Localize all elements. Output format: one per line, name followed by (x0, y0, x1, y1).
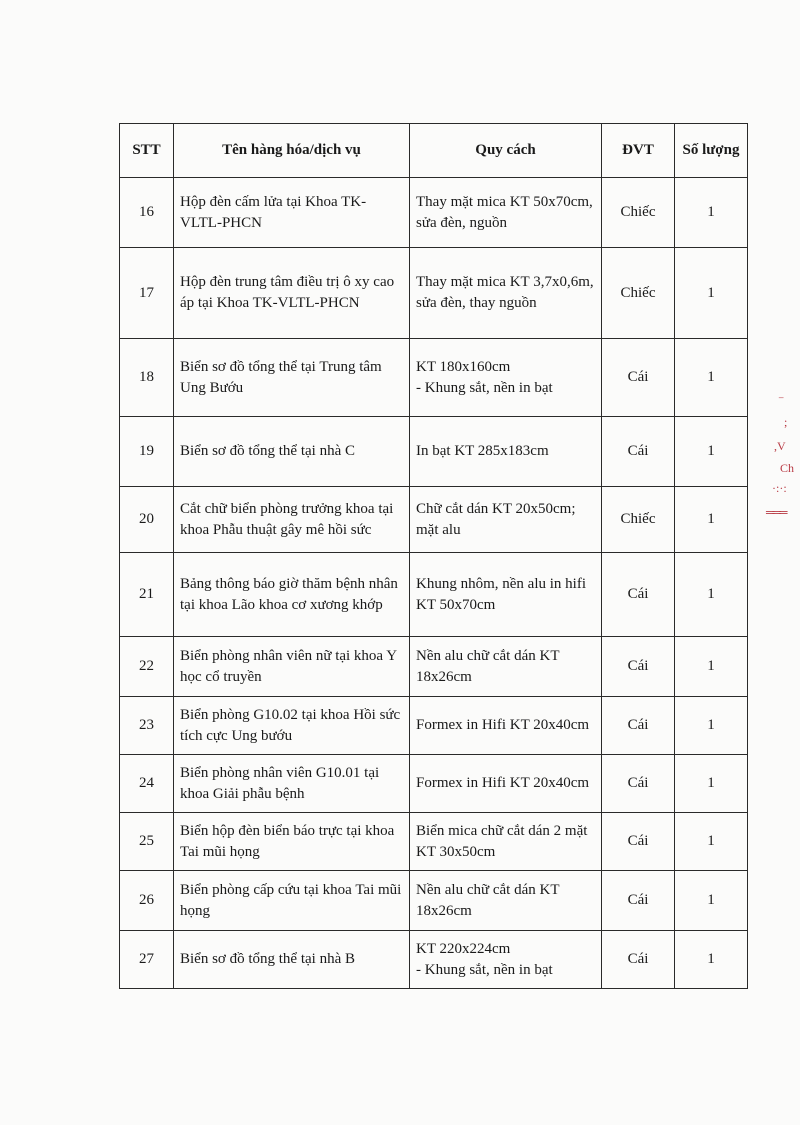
cell-qty: 1 (675, 697, 748, 755)
cell-name: Biển sơ đồ tổng thể tại Trung tâm Ung Bướu (174, 339, 410, 417)
cell-qty: 1 (675, 871, 748, 931)
cell-name: Biển phòng nhân viên G10.01 tại khoa Giải phẫu bệnh (174, 755, 410, 813)
cell-qty: 1 (675, 813, 748, 871)
header-name: Tên hàng hóa/dịch vụ (174, 124, 410, 178)
cell-qty: 1 (675, 637, 748, 697)
cell-spec: Biển mica chữ cắt dán 2 mặt KT 30x50cm (410, 813, 602, 871)
cell-stt: 20 (120, 487, 174, 553)
cell-unit: Cái (602, 871, 675, 931)
cell-unit: Chiếc (602, 487, 675, 553)
table-row (120, 339, 748, 417)
cell-stt: 25 (120, 813, 174, 871)
cell-unit: Cái (602, 931, 675, 989)
cell-spec: Thay mặt mica KT 3,7x0,6m, sửa đèn, thay nguồn (410, 248, 602, 339)
cell-name: Biển phòng G10.02 tại khoa Hồi sức tích cực Ung bướu (174, 697, 410, 755)
cell-name: Biển hộp đèn biển báo trực tại khoa Tai mũi họng (174, 813, 410, 871)
header-unit: ĐVT (602, 124, 675, 178)
table-row (120, 178, 748, 248)
cell-spec: KT 180x160cm - Khung sắt, nền in bạt (410, 339, 602, 417)
cell-qty: 1 (675, 178, 748, 248)
cell-qty: 1 (675, 417, 748, 487)
goods-table (119, 123, 748, 989)
cell-spec: KT 220x224cm - Khung sắt, nền in bạt (410, 931, 602, 989)
cell-spec: In bạt KT 285x183cm (410, 417, 602, 487)
cell-name: Biển sơ đồ tổng thể tại nhà B (174, 931, 410, 989)
cell-name: Biển phòng nhân viên nữ tại khoa Y học cổ truyền (174, 637, 410, 697)
table-row (120, 931, 748, 989)
cell-stt: 26 (120, 871, 174, 931)
table-row (120, 697, 748, 755)
cell-qty: 1 (675, 248, 748, 339)
cell-spec: Nền alu chữ cắt dán KT 18x26cm (410, 871, 602, 931)
cell-name: Bảng thông báo giờ thăm bệnh nhân tại khoa Lão khoa cơ xương khớp (174, 553, 410, 637)
header-stt: STT (120, 124, 174, 178)
cell-qty: 1 (675, 931, 748, 989)
cell-unit: Cái (602, 697, 675, 755)
cell-stt: 17 (120, 248, 174, 339)
table-row (120, 248, 748, 339)
header-spec: Quy cách (410, 124, 602, 178)
cell-spec: Formex in Hifi KT 20x40cm (410, 755, 602, 813)
table-row (120, 487, 748, 553)
table-row (120, 871, 748, 931)
cell-unit: Chiếc (602, 178, 675, 248)
cell-unit: Cái (602, 813, 675, 871)
cell-unit: Chiếc (602, 248, 675, 339)
cell-unit: Cái (602, 755, 675, 813)
cell-stt: 18 (120, 339, 174, 417)
table-row (120, 813, 748, 871)
table-body (120, 178, 748, 989)
table-row (120, 417, 748, 487)
cell-name: Hộp đèn cấm lửa tại Khoa TK-VLTL-PHCN (174, 178, 410, 248)
cell-stt: 19 (120, 417, 174, 487)
cell-unit: Cái (602, 339, 675, 417)
table-row (120, 637, 748, 697)
cell-name: Hộp đèn trung tâm điều trị ô xy cao áp tại Khoa TK-VLTL-PHCN (174, 248, 410, 339)
cell-spec: Nền alu chữ cắt dán KT 18x26cm (410, 637, 602, 697)
cell-stt: 23 (120, 697, 174, 755)
cell-spec: Khung nhôm, nền alu in hifi KT 50x70cm (410, 553, 602, 637)
cell-spec: Thay mặt mica KT 50x70cm, sửa đèn, nguồn (410, 178, 602, 248)
cell-stt: 16 (120, 178, 174, 248)
cell-spec: Chữ cắt dán KT 20x50cm; mặt alu (410, 487, 602, 553)
table-row (120, 553, 748, 637)
cell-unit: Cái (602, 417, 675, 487)
stamp-text: Ch (780, 461, 795, 475)
cell-name: Cắt chữ biển phòng trưởng khoa tại khoa Phẫu thuật gây mê hồi sức (174, 487, 410, 553)
cell-stt: 27 (120, 931, 174, 989)
cell-qty: 1 (675, 553, 748, 637)
cell-unit: Cái (602, 553, 675, 637)
cell-name: Biển phòng cấp cứu tại khoa Tai mũi họng (174, 871, 410, 931)
cell-stt: 24 (120, 755, 174, 813)
cell-qty: 1 (675, 339, 748, 417)
cell-qty: 1 (675, 487, 748, 553)
cell-spec: Formex in Hifi KT 20x40cm (410, 697, 602, 755)
cell-unit: Cái (602, 637, 675, 697)
header-qty: Số lượng (675, 124, 748, 178)
red-stamp-fragment: ⁻ ; ,V Ch ·:·: ═══ (766, 393, 795, 519)
cell-stt: 21 (120, 553, 174, 637)
cell-name: Biển sơ đồ tổng thể tại nhà C (174, 417, 410, 487)
cell-qty: 1 (675, 755, 748, 813)
table-row (120, 755, 748, 813)
cell-stt: 22 (120, 637, 174, 697)
table-header-row (120, 124, 748, 178)
